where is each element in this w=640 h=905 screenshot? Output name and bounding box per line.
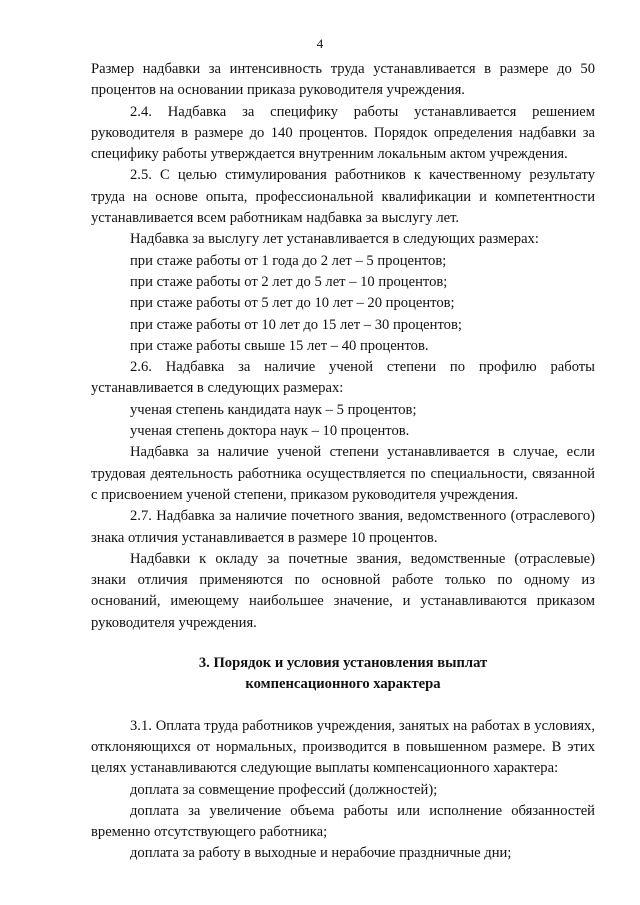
paragraph: 3.1. Оплата труда работников учреждения, занятых на работах в условиях, отклоняющихся от нормальных, производится в повышенном размере. В этих целях устанавливаются следующие выплаты компенсационного характера: [91, 717, 595, 777]
paragraph: при стаже работы свыше 15 лет – 40 процентов. [130, 337, 429, 354]
spacer [91, 696, 595, 716]
paragraph: при стаже работы от 5 лет до 10 лет – 20 процентов; [130, 295, 455, 312]
paragraph: 2.5. С целью стимулирования работников к качественному результату труда на основе опыта, профессиональной квалификации и компетентности устанавливается всем работникам надбавка за выслугу лет. [91, 167, 595, 227]
paragraphs-section-3 [91, 716, 595, 865]
paragraphs-section-2 [91, 59, 595, 634]
paragraph: при стаже работы от 2 лет до 5 лет – 10 процентов; [130, 273, 448, 290]
paragraph: ученая степень кандидата наук – 5 процентов; [130, 401, 417, 418]
paragraph: доплата за работу в выходные и нерабочие праздничные дни; [130, 845, 512, 862]
section-heading-line-2: компенсационного характера [245, 676, 441, 693]
paragraph: Размер надбавки за интенсивность труда устанавливается в размере до 50 процентов на основании приказа руководителя учреждения. [91, 61, 595, 99]
paragraph: доплата за увеличение объема работы или исполнение обязанностей временно отсутствующего работника; [91, 802, 595, 841]
paragraph: доплата за совмещение профессий (должностей); [130, 781, 438, 798]
paragraph: ученая степень доктора наук – 10 процентов. [130, 423, 410, 440]
paragraph: Надбавки к окладу за почетные звания, ведомственные (отраслевые) знаки отличия применяются по основной работе только по одному из оснований, имеющему наибольшее значение, и устанавливаются приказом руководителя учреждения. [91, 550, 595, 631]
paragraph: Надбавка за наличие ученой степени устанавливается в случае, если трудовая деятельность работника осуществляется по специальности, связанной с присвоением ученой степени, приказом руководителя учреждения. [91, 444, 595, 503]
paragraph: при стаже работы от 10 лет до 15 лет – 30 процентов; [130, 316, 462, 333]
spacer [91, 634, 595, 653]
paragraph: 2.4. Надбавка за специфику работы устанавливается решением руководителя в размере до 140 процентов. Порядок определения надбавки за специфику работы утверждается внутренним локальным актом учреждения. [91, 103, 595, 163]
page-number: 4 [316, 36, 324, 51]
paragraph: Надбавка за выслугу лет устанавливается в следующих размерах: [130, 231, 539, 248]
paragraph: при стаже работы от 1 года до 2 лет – 5 процентов; [130, 252, 447, 269]
section-heading-line-1: 3. Порядок и условия установления выплат [198, 655, 488, 672]
paragraph: 2.6. Надбавка за наличие ученой степени по профилю работы устанавливается в следующих размерах: [91, 359, 595, 397]
paragraph: 2.7. Надбавка за наличие почетного звания, ведомственного (отраслевого) знака отличия устанавливается в размере 10 процентов. [91, 508, 595, 546]
document-body [91, 59, 595, 865]
